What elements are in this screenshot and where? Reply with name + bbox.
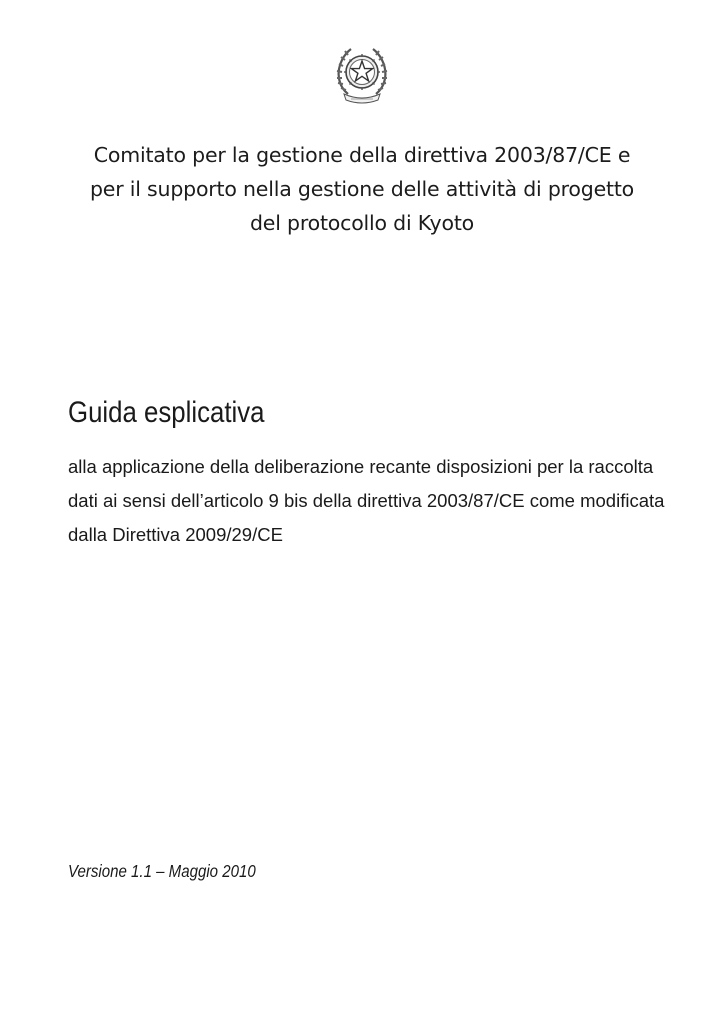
subtitle-line-2: dati ai sensi dell’articolo 9 bis della direttiva 2003/87/CE come modificata xyxy=(68,490,665,511)
version-date: Versione 1.1 – Maggio 2010 xyxy=(68,861,256,881)
committee-heading xyxy=(60,138,664,240)
document-title: Guida esplicativa xyxy=(68,396,265,429)
committee-line-3: del protocollo di Kyoto xyxy=(249,211,475,235)
committee-line-1: Comitato per la gestione della direttiva 2003/87/CE e xyxy=(93,143,631,167)
italian-republic-emblem-icon xyxy=(334,40,390,106)
subtitle-line-3: dalla Direttiva 2009/29/CE xyxy=(68,524,283,545)
committee-line-2: per il supporto nella gestione delle attività di progetto xyxy=(89,177,635,201)
document-subtitle xyxy=(68,450,665,552)
subtitle-line-1: alla applicazione della deliberazione recante disposizioni per la raccolta xyxy=(68,456,654,477)
